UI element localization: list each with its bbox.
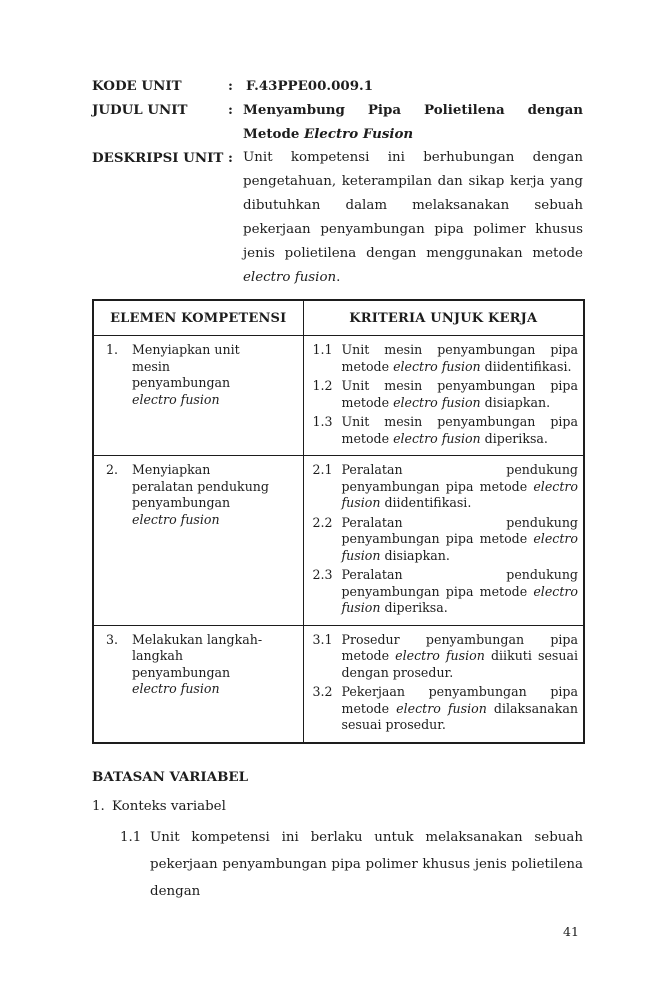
deskripsi-unit-label: DESKRIPSI UNIT (92, 150, 224, 166)
table-header-row (93, 300, 584, 336)
kriteria-item (313, 414, 579, 447)
deskripsi-unit-colon: : (228, 150, 233, 166)
kriteria-text-end: diikuti sesuai dengan prosedur. (341, 648, 579, 680)
elemen-number: 3. (106, 631, 119, 647)
elemen-cell-3 (93, 625, 303, 743)
batasan-subitem-1-1 (92, 824, 583, 905)
elemen-text-italic: electro fusion (132, 391, 220, 407)
kriteria-text (342, 632, 579, 682)
batasan-subitem-text: Unit kompetensi ini berlaku untuk melaksanakan sebuah pekerjaan penyambungan pipa polimer khusus jenis polietilena dengan (150, 829, 583, 899)
judul-unit-italic-text: Electro Fusion (304, 126, 414, 142)
kriteria-text-end: diidentifikasi. (380, 495, 472, 510)
kode-unit-value: F.43PPE00.009.1 (246, 78, 374, 94)
kriteria-text-main: Unit mesin penyambungan pipa metode (341, 414, 578, 446)
kriteria-text-end: dilaksanakan sesuai prosedur. (341, 700, 579, 732)
kriteria-text-main: Unit mesin penyambungan pipa metode (341, 378, 578, 410)
kriteria-cell-2 (303, 456, 584, 626)
table-row-3 (93, 625, 584, 743)
kriteria-text (342, 515, 579, 565)
kriteria-text-italic: electro fusion (393, 430, 481, 446)
kriteria-text (342, 342, 579, 375)
kriteria-item (313, 342, 579, 375)
table-row-1 (93, 336, 584, 456)
kriteria-text (342, 378, 579, 411)
elemen-text-main: Melakukan langkah-langkah penyambungan (132, 631, 263, 680)
kriteria-text-end: diperiksa. (380, 600, 448, 615)
deskripsi-italic-text: electro fusion (243, 270, 337, 285)
kriteria-text (342, 684, 579, 734)
elemen-text-main: Menyiapkan peralatan pendukung penyambungan (132, 462, 269, 510)
batasan-subitem-number: 1.1 (120, 829, 142, 845)
kriteria-number: 3.1 (312, 631, 333, 647)
kriteria-number: 1.3 (312, 414, 333, 429)
elemen-cell-1 (93, 336, 303, 456)
kriteria-text-end: diperiksa. (480, 430, 548, 446)
elemen-cell-2 (93, 456, 303, 626)
elemen-item (106, 632, 271, 698)
kriteria-text (342, 414, 579, 447)
batasan-variabel-section (92, 765, 583, 905)
kriteria-text-main: Pekerjaan penyambungan pipa metode (341, 684, 578, 716)
elemen-text (132, 342, 271, 408)
kode-unit-colon: : (228, 78, 233, 94)
kriteria-number: 1.2 (312, 378, 333, 393)
kode-unit-label: KODE UNIT (92, 78, 182, 94)
batasan-item-number: 1. (92, 798, 105, 814)
kriteria-text-main: Peralatan pendukung penyambungan pipa metode (341, 462, 578, 494)
kriteria-item (313, 378, 579, 411)
kriteria-item (313, 684, 579, 734)
batasan-variabel-title: BATASAN VARIABEL (92, 768, 249, 785)
elemen-text-main: Menyiapkan unit mesin penyambungan (132, 342, 240, 390)
kriteria-text-italic: electro fusion (341, 531, 578, 563)
elemen-item (106, 462, 271, 528)
kriteria-text-end: diidentifikasi. (480, 358, 572, 374)
kriteria-cell-3 (303, 625, 584, 743)
kriteria-number: 3.2 (312, 684, 333, 699)
field-kode-unit (92, 74, 583, 98)
kriteria-text (342, 567, 579, 617)
judul-unit-colon: : (228, 102, 233, 118)
field-deskripsi-unit (92, 146, 583, 290)
kriteria-text-end: disiapkan. (480, 394, 551, 410)
kriteria-item (313, 567, 579, 617)
deskripsi-unit-value (243, 146, 583, 290)
kriteria-text-end: disiapkan. (380, 547, 450, 563)
kriteria-text-main: Prosedur penyambungan pipa metode (341, 631, 578, 663)
kriteria-number: 1.1 (312, 342, 333, 357)
kriteria-number: 2.1 (312, 462, 333, 477)
kriteria-text-italic: electro fusion (395, 648, 485, 663)
elemen-number: 1. (106, 342, 119, 357)
elemen-number: 2. (106, 462, 119, 477)
kriteria-item (313, 632, 579, 682)
kriteria-number: 2.2 (312, 514, 333, 530)
table-header-elemen: ELEMEN KOMPETENSI (93, 300, 303, 336)
elemen-item (106, 342, 271, 408)
kriteria-text-main: Unit mesin penyambungan pipa metode (341, 342, 578, 374)
judul-unit-label: JUDUL UNIT (92, 102, 188, 118)
kriteria-text-italic: electro fusion (341, 583, 578, 615)
kriteria-text-main: Peralatan pendukung penyambungan pipa metode (341, 514, 578, 546)
judul-unit-value (243, 98, 583, 146)
elemen-text (132, 462, 271, 528)
table-header-kriteria: KRITERIA UNJUK KERJA (303, 300, 584, 336)
batasan-item-text: Konteks variabel (112, 798, 226, 814)
elemen-text-italic: electro fusion (132, 511, 220, 527)
kriteria-item (313, 462, 579, 512)
kompetensi-table (92, 299, 585, 744)
deskripsi-text: Unit kompetensi ini berhubungan dengan pengetahuan, keterampilan dan sikap kerja yang dibutuhkan dalam melaksanakan sebuah pekerjaan penyambungan pipa polimer khusus jenis polietilena dengan menggunakan metode (243, 150, 583, 261)
kriteria-text-italic: electro fusion (393, 394, 481, 410)
batasan-item-1 (92, 795, 583, 819)
page-number: 41 (563, 924, 579, 939)
kriteria-text-italic: electro fusion (396, 700, 487, 716)
field-judul-unit (92, 98, 583, 146)
kriteria-text-italic: electro fusion (341, 478, 578, 510)
kriteria-text-main: Peralatan pendukung penyambungan pipa metode (341, 567, 578, 599)
kriteria-text (342, 462, 579, 512)
elemen-text-italic: electro fusion (132, 681, 220, 696)
kriteria-text-italic: electro fusion (393, 358, 481, 374)
kriteria-number: 2.3 (312, 567, 333, 582)
judul-unit-text: Menyambung Pipa Polietilena dengan Metode (243, 102, 583, 142)
deskripsi-text-end: . (336, 270, 341, 285)
content-column (92, 74, 583, 905)
elemen-text (132, 632, 271, 698)
kriteria-item (313, 515, 579, 565)
table-row-2 (93, 456, 584, 626)
kriteria-cell-1 (303, 336, 584, 456)
